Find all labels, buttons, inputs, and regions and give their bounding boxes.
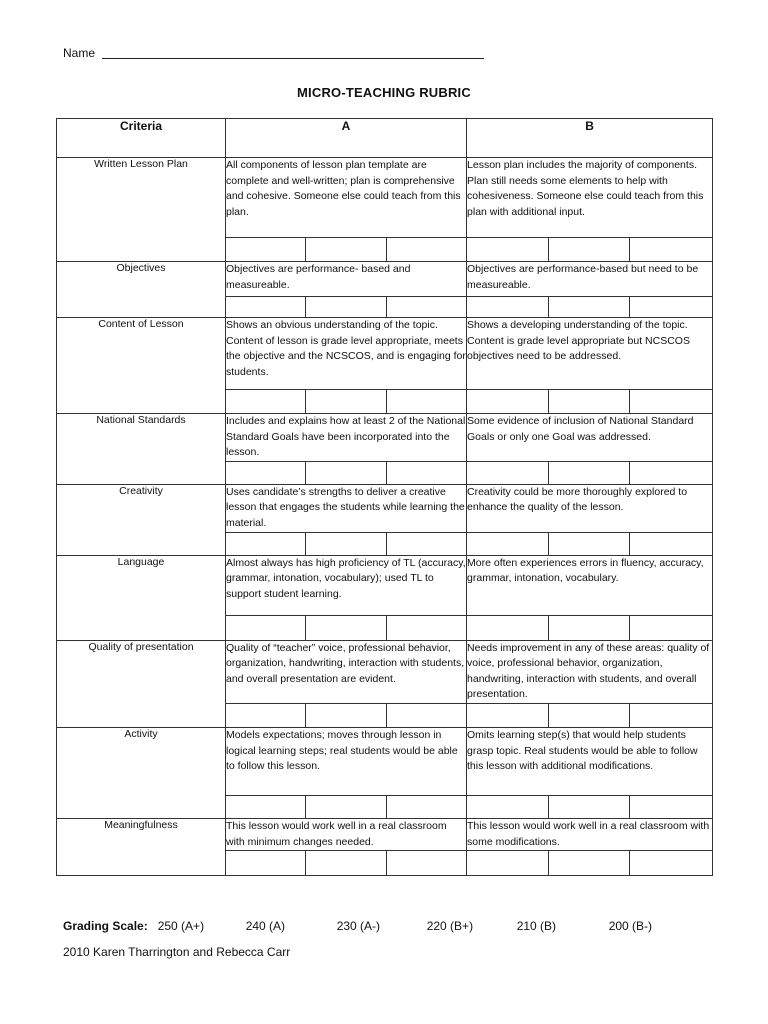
- grading-scale-label: Grading Scale:: [63, 919, 148, 933]
- grade-item: 210 (B): [516, 919, 557, 933]
- level-a-description: Models expectations; moves through lesson in logical learning steps; real students would be able to follow this lesson.: [226, 727, 467, 795]
- score-cell[interactable]: [630, 461, 713, 484]
- level-b-description: Objectives are performance-based but need to be measureable.: [467, 262, 713, 297]
- score-cell[interactable]: [467, 297, 549, 318]
- level-a-description: Shows an obvious understanding of the topic. Content of lesson is grade level appropriate, meets the objective and the NCSCOS, and is engaging for students.: [226, 318, 467, 390]
- level-a-description: Almost always has high proficiency of TL (accuracy, grammar, intonation, vocabulary); used TL to support student learning.: [226, 555, 467, 615]
- score-cell[interactable]: [467, 851, 549, 876]
- score-cell[interactable]: [387, 238, 467, 262]
- criterion-label: Written Lesson Plan: [57, 158, 226, 262]
- criterion-row: [57, 727, 713, 795]
- score-cell[interactable]: [630, 297, 713, 318]
- level-a-description: This lesson would work well in a real classroom with minimum changes needed.: [226, 818, 467, 850]
- page-title: MICRO-TEACHING RUBRIC: [297, 85, 471, 100]
- level-b-description: More often experiences errors in fluency, accuracy, grammar, intonation, vocabulary.: [467, 555, 713, 615]
- score-cell[interactable]: [630, 615, 713, 640]
- criterion-label: Activity: [57, 727, 226, 818]
- level-a-header: A: [226, 119, 467, 158]
- score-cell[interactable]: [306, 390, 387, 414]
- score-cell[interactable]: [467, 461, 549, 484]
- score-cell[interactable]: [630, 532, 713, 555]
- score-cell[interactable]: [387, 297, 467, 318]
- score-cell[interactable]: [306, 615, 387, 640]
- score-cell[interactable]: [387, 615, 467, 640]
- criterion-row: [57, 818, 713, 850]
- criterion-label: Quality of presentation: [57, 640, 226, 727]
- criterion-label: Language: [57, 555, 226, 640]
- level-b-header: B: [467, 119, 713, 158]
- level-b-description: Shows a developing understanding of the topic. Content is grade level appropriate but NCSCOS objectives need to be addressed.: [467, 318, 713, 390]
- score-cell[interactable]: [387, 703, 467, 727]
- level-b-description: Some evidence of inclusion of National Standard Goals or only one Goal was addressed.: [467, 414, 713, 462]
- level-a-description: Quality of “teacher” voice, professional behavior, organization, handwriting, interaction with students, and overall presentation are evident.: [226, 640, 467, 703]
- grade-item: 250 (A+): [157, 919, 205, 933]
- grade-item: 220 (B+): [426, 919, 474, 933]
- level-b-description: Needs improvement in any of these areas: quality of voice, professional behavior, organization, handwriting, interaction with students, and overall presentation.: [467, 640, 713, 703]
- score-cell[interactable]: [467, 390, 549, 414]
- score-cell[interactable]: [306, 532, 387, 555]
- score-cell[interactable]: [549, 238, 630, 262]
- criteria-header: Criteria: [57, 119, 226, 158]
- score-cell[interactable]: [306, 795, 387, 818]
- score-cell[interactable]: [226, 390, 306, 414]
- score-cell[interactable]: [387, 851, 467, 876]
- header-row: [57, 119, 713, 158]
- score-cell[interactable]: [549, 532, 630, 555]
- criterion-row: [57, 640, 713, 703]
- grade-item: 200 (B-): [608, 919, 653, 933]
- score-cell[interactable]: [467, 532, 549, 555]
- score-cell[interactable]: [306, 703, 387, 727]
- score-cell[interactable]: [226, 238, 306, 262]
- rubric-table: [56, 118, 713, 876]
- criterion-row: [57, 555, 713, 615]
- score-cell[interactable]: [226, 851, 306, 876]
- criterion-label: Creativity: [57, 484, 226, 555]
- score-cell[interactable]: [387, 461, 467, 484]
- score-cell[interactable]: [306, 461, 387, 484]
- level-b-description: This lesson would work well in a real classroom with some modifications.: [467, 818, 713, 850]
- score-cell[interactable]: [467, 703, 549, 727]
- score-cell[interactable]: [549, 615, 630, 640]
- level-a-description: Objectives are performance- based and measureable.: [226, 262, 467, 297]
- score-cell[interactable]: [387, 795, 467, 818]
- score-cell[interactable]: [226, 795, 306, 818]
- score-cell[interactable]: [226, 703, 306, 727]
- score-cell[interactable]: [549, 703, 630, 727]
- score-cell[interactable]: [226, 297, 306, 318]
- criterion-row: [57, 484, 713, 532]
- score-cell[interactable]: [226, 532, 306, 555]
- score-cell[interactable]: [306, 851, 387, 876]
- level-a-description: Includes and explains how at least 2 of the National Standard Goals have been incorporated into the lesson.: [226, 414, 467, 462]
- level-a-description: All components of lesson plan template are complete and well-written; plan is comprehensive and cohesive. Someone else could teach from this plan.: [226, 158, 467, 238]
- grading-scale: [63, 919, 652, 933]
- score-cell[interactable]: [549, 795, 630, 818]
- grade-item: 240 (A): [245, 919, 286, 933]
- score-cell[interactable]: [549, 297, 630, 318]
- level-b-description: Omits learning step(s) that would help students grasp topic. Real students would be able to follow this lesson with additional modifications.: [467, 727, 713, 795]
- score-cell[interactable]: [467, 615, 549, 640]
- level-b-description: Lesson plan includes the majority of components. Plan still needs some elements to help with cohesiveness. Someone else could teach from this plan with additional input.: [467, 158, 713, 238]
- name-blank-line: [102, 58, 484, 59]
- score-cell[interactable]: [630, 703, 713, 727]
- score-cell[interactable]: [467, 238, 549, 262]
- score-cell[interactable]: [387, 390, 467, 414]
- criterion-row: [57, 414, 713, 462]
- criterion-label: Objectives: [57, 262, 226, 318]
- criterion-row: [57, 262, 713, 297]
- score-cell[interactable]: [630, 851, 713, 876]
- score-cell[interactable]: [226, 615, 306, 640]
- score-cell[interactable]: [549, 461, 630, 484]
- criterion-row: [57, 158, 713, 238]
- score-cell[interactable]: [387, 532, 467, 555]
- criterion-label: National Standards: [57, 414, 226, 485]
- score-cell[interactable]: [306, 238, 387, 262]
- score-cell[interactable]: [226, 461, 306, 484]
- credit-line: 2010 Karen Tharrington and Rebecca Carr: [63, 945, 291, 959]
- criterion-row: [57, 318, 713, 390]
- score-cell[interactable]: [467, 795, 549, 818]
- name-field: [63, 46, 484, 60]
- score-cell[interactable]: [549, 851, 630, 876]
- criterion-label: Content of Lesson: [57, 318, 226, 414]
- level-a-description: Uses candidate’s strengths to deliver a creative lesson that engages the students while learning the material.: [226, 484, 467, 532]
- score-cell[interactable]: [630, 795, 713, 818]
- criterion-label: Meaningfulness: [57, 818, 226, 875]
- score-cell[interactable]: [630, 390, 713, 414]
- name-label: Name: [63, 46, 96, 60]
- score-cell[interactable]: [630, 238, 713, 262]
- score-cell[interactable]: [549, 390, 630, 414]
- score-cell[interactable]: [306, 297, 387, 318]
- grade-item: 230 (A-): [336, 919, 381, 933]
- level-b-description: Creativity could be more thoroughly explored to enhance the quality of the lesson.: [467, 484, 713, 532]
